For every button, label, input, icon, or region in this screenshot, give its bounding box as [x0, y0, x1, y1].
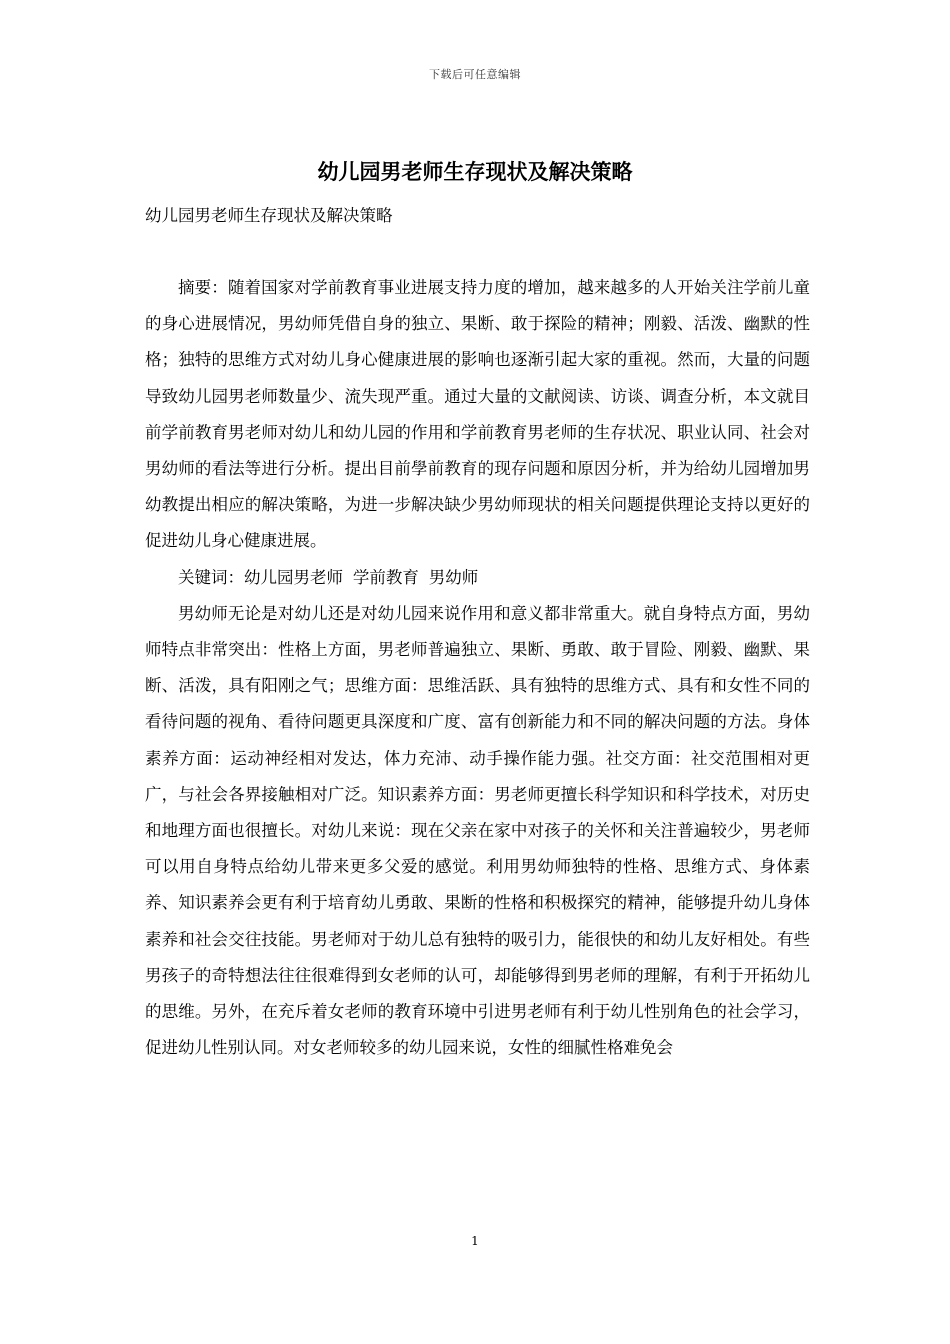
- keyword-item: 学前教育: [352, 567, 419, 587]
- keyword-item: 幼儿园男老师: [244, 567, 343, 587]
- body-paragraph: 男幼师无论是对幼儿还是对幼儿园来说作用和意义都非常重大。就自身特点方面，男幼师特点非常突出：性格上方面，男老师普遍独立、果断、勇敢、敢于冒险、刚毅、幽默、果断、活泼，具有阳刚之气；思维方面：思维活跃、具有独特的思维方式、具有和女性不同的看待问题的视角、看待问题更具深度和广度、富有创新能力和不同的解决问题的方法。身体素养方面：运动神经相对发达，体力充沛、动手操作能力强。社交方面：社交范围相对更广，与社会各界接触相对广泛。知识素养方面：男老师更擅长科学知识和科学技术，对历史和地理方面也很擅长。对幼儿来说：现在父亲在家中对孩子的关怀和关注普遍较少，男老师可以用自身特点给幼儿带来更多父爱的感觉。利用男幼师独特的性格、思维方式、身体素养、知识素养会更有利于培育幼儿勇敢、果断的性格和积极探究的精神，能够提升幼儿身体素养和社会交往技能。男老师对于幼儿总有独特的吸引力，能很快的和幼儿友好相处。有些男孩子的奇特想法往往很难得到女老师的认可，却能够得到男老师的理解，有利于开拓幼儿的思维。另外，在充斥着女老师的教育环境中引进男老师有利于幼儿性别角色的社会学习，促进幼儿性别认同。对女老师较多的幼儿园来说，女性的细腻性格难免会: [145, 603, 810, 1058]
- keywords-line: [145, 560, 810, 596]
- document-title: 幼儿园男老师生存现状及解决策略: [317, 159, 633, 184]
- header-note: 下载后可任意编辑: [429, 68, 521, 81]
- abstract-paragraph: 摘要：随着国家对学前教育事业进展支持力度的增加，越来越多的人开始关注学前儿童的身心进展情况，男幼师凭借自身的独立、果断、敢于探险的精神；刚毅、活泼、幽默的性格；独特的思维方式对幼儿身心健康进展的影响也逐渐引起大家的重视。然而，大量的问题导致幼儿园男老师数量少、流失现严重。通过大量的文献阅读、访谈、调查分析，本文就目前学前教育男老师对幼儿和幼儿园的作用和学前教育男老师的生存状况、职业认同、社会对男幼师的看法等进行分析。提出目前學前教育的现存问题和原因分析，并为给幼儿园增加男幼教提出相应的解决策略，为进一步解决缺少男幼师现状的相关问题提供理论支持以更好的促进幼儿身心健康进展。: [145, 278, 810, 551]
- document-body: [145, 270, 810, 1066]
- keywords-label: 关键词：: [178, 567, 244, 587]
- document-subtitle: 幼儿园男老师生存现状及解决策略: [145, 206, 393, 225]
- keyword-item: 男幼师: [428, 567, 479, 587]
- page-number: 1: [471, 1234, 479, 1248]
